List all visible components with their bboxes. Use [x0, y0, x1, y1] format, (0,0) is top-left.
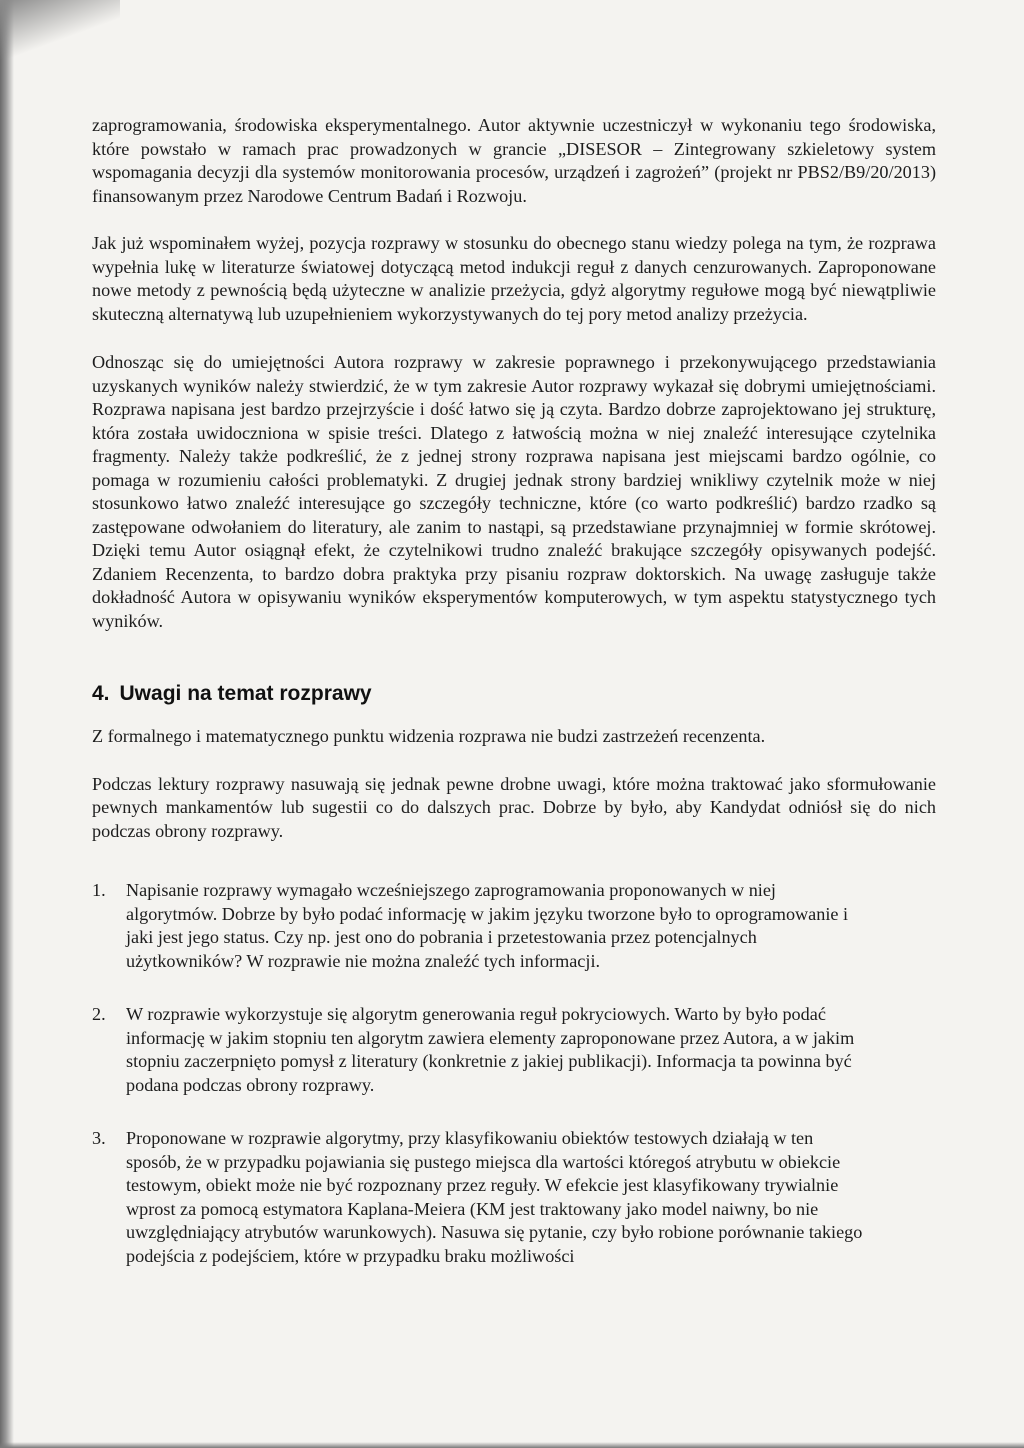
list-item: [92, 1127, 936, 1268]
list-item: [92, 879, 936, 973]
list-item-text: Proponowane w rozprawie algorytmy, przy klasyfikowaniu obiektów testowych działają w ten sposób, że w przypadku pojawiania się pustego miejsca dla wartości któregoś atrybutu w obiekcie testowym, obiekt może nie być rozpoznany przez reguły. W efekcie jest klasyfikowany trywialnie wprost za pomocą estymatora Kaplana-Meiera (KM jest traktowany jako model naiwny, bo nie uwzględniający atrybutów warunkowych). Nasuwa się pytanie, czy było robione porównanie takiego podejścia z podejściem, które w przypadku braku możliwości: [126, 1128, 863, 1266]
paragraph-environment: zaprogramowania, środowiska eksperymentalnego. Autor aktywnie uczestniczył w wykonaniu tego środowiska, które powstało w ramach prac prowadzonych w grancie „DISESOR – Zintegrowany szkieletowy system wspomagania decyzji dla systemów monitorowania procesów, urządzeń i zagrożeń” (projekt nr PBS2/B9/20/2013) finansowanym przez Narodowe Centrum Badań i Rozwoju.: [92, 115, 936, 206]
scan-edge-left: [0, 0, 14, 1448]
scan-corner-shadow: [0, 0, 120, 60]
list-item-text: W rozprawie wykorzystuje się algorytm generowania reguł pokryciowych. Warto by było podać informację w jakim stopniu ten algorytm zawiera elementy zaproponowane przez Autora, a w jakim stopniu zaczerpnięto pomysł z literatury (konkretnie z jakiej publikacji). Informacja ta powinna być podana podczas obrony rozprawy.: [126, 1004, 855, 1095]
list-item-text: Napisanie rozprawy wymagało wcześniejszego zaprogramowania proponowanych w niej algorytmów. Dobrze by było podać informację w jakim języku tworzone było to oprogramowanie i jaki jest jego status. Czy np. jest ono do pobrania i przetestowania przez potencjalnych użytkowników? W rozprawie nie można znaleźć tych informacji.: [126, 880, 849, 971]
section-heading: [92, 681, 936, 707]
list-item: [92, 1003, 936, 1097]
remarks-list: [92, 879, 936, 1268]
paragraph-formal-assessment: Z formalnego i matematycznego punktu widzenia rozprawa nie budzi zastrzeżeń recenzenta.: [92, 726, 766, 746]
list-item-number: 1.: [92, 880, 106, 900]
paragraph-position: Jak już wspominałem wyżej, pozycja rozprawy w stosunku do obecnego stanu wiedzy polega na tym, że rozprawa wypełnia lukę w literaturze światowej dotyczącą metod indukcji reguł z danych cenzurowanych. Zaproponowane nowe metody z pewnością będą użyteczne w analizie przeżycia, gdyż algorytmy regułowe mogą być niewątpliwie skuteczną alternatywą lub uzupełnieniem wykorzystywanych do tej pory metod analizy przeżycia.: [92, 233, 936, 324]
list-item-number: 3.: [92, 1128, 106, 1148]
list-item-number: 2.: [92, 1004, 106, 1024]
section-title: Uwagi na temat rozprawy: [119, 682, 372, 705]
scan-edge-bottom: [0, 1442, 1024, 1448]
paragraph-presentation-skills: Odnosząc się do umiejętności Autora rozprawy w zakresie poprawnego i przekonywującego przedstawiania uzyskanych wyników należy stwierdzić, że w tym zakresie Autor rozprawy wykazał się dobrymi umiejętnościami. Rozprawa napisana jest bardzo przejrzyście i dość łatwo się ją czyta. Bardzo dobrze zaprojektowano jej strukturę, która została uwidoczniona w spisie treści. Dlatego z łatwością można w niej znaleźć interesujące czytelnika fragmenty. Należy także podkreślić, że z jednej strony rozprawa napisana jest miejscami bardzo ogólnie, co pomaga w rozumieniu całości problematyki. Z drugiej jednak strony bardziej wnikliwy czytelnik może w niej stosunkowo łatwo znaleźć interesujące go szczegóły techniczne, które (co warto podkreślić) bardzo rzadko są zastępowane odwołaniem do literatury, ale zanim to nastąpi, są przedstawiane przynajmniej w formie skrótowej. Dzięki temu Autor osiągnął efekt, że czytelnikowi trudno znaleźć brakujące szczegóły opisywanych podejść. Zdaniem Recenzenta, to bardzo dobra praktyka przy pisaniu rozpraw doktorskich. Na uwagę zasługuje także dokładność Autora w opisywaniu wyników eksperymentów komputerowych, w tym aspektu statystycznego tych wyników.: [92, 352, 936, 631]
paragraph-remarks-intro: Podczas lektury rozprawy nasuwają się jednak pewne drobne uwagi, które można traktować jako sformułowanie pewnych mankamentów lub sugestii co do dalszych prac. Dobrze by było, aby Kandydat odniósł się do nich podczas obrony rozprawy.: [92, 773, 936, 841]
document-page: [92, 114, 936, 1298]
section-number: 4.: [92, 682, 110, 705]
